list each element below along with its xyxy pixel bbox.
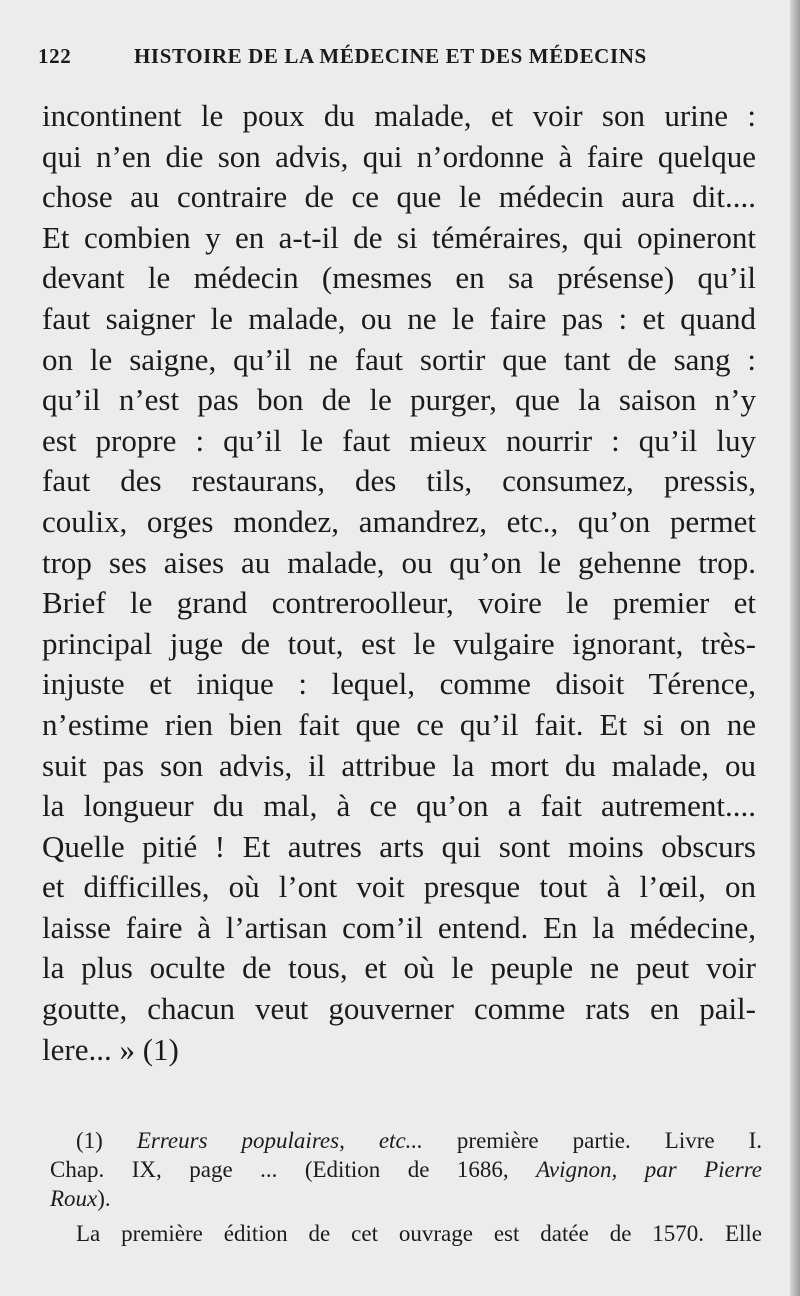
footnote-line: La première édition de cet ouvrage est datée de 1570. Elle [76,1221,762,1246]
text-line: on le saigne, qu’il ne faut sortir que tant de sang : [42,341,756,377]
footnote-text: ). [97,1186,111,1211]
text-line: et difficilles, où l’ont voit presque tout à l’œil, on [42,869,756,905]
footnote-text: Chap. IX, page ... (Edition de 1686, [50,1157,537,1182]
text-line: coulix, orges mondez, amandrez, etc., qu’on permet [42,503,756,539]
page-edge-shadow [790,0,800,1296]
text-line: suit pas son advis, il attribue la mort du malade, ou [42,747,756,783]
text-line: injuste et inique : lequel, comme disoit Térence, [42,666,756,702]
text-line: lere... » (1) [42,1031,179,1067]
running-title: HISTOIRE DE LA MÉDECINE ET DES MÉDECINS [134,44,647,68]
text-line: goutte, chacun veut gouverner comme rats en pail- [42,991,756,1027]
text-line: faut saigner le malade, ou ne le faire pas : et quand [42,300,756,336]
text-line: trop ses aises au malade, ou qu’on le gehenne trop. [42,544,756,580]
footnote-title: Erreurs populaires, etc... [136,1128,423,1153]
text-line: est propre : qu’il le faut mieux nourrir : qu’il luy [42,422,756,458]
footnote-text: première partie. Livre I. [422,1128,762,1153]
text-line: n’estime rien bien fait que ce qu’il fait. Et si on ne [42,706,756,742]
text-line: incontinent le poux du malade, et voir son urine : [42,98,756,133]
text-line: Quelle pitié ! Et autres arts qui sont moins obscurs [42,828,756,864]
page-number: 122 [38,44,72,68]
footnote-marker: (1) [76,1128,137,1153]
footnote-publisher: Avignon, par Pierre [536,1157,763,1182]
text-line: qu’il n’est pas bon de le purger, que la saison n’y [42,382,756,418]
text-line: la longueur du mal, à ce qu’on a fait autrement.... [42,788,756,824]
text-line: chose au contraire de ce que le médecin aura dit.... [42,179,756,215]
text-line: la plus oculte de tous, et où le peuple ne peut voir [42,950,756,986]
text-line: Et combien y en a-t-il de si téméraires, qui opineront [42,219,756,255]
text-line: Brief le grand contreroolleur, voire le premier et [42,585,756,621]
text-line: faut des restaurans, des tils, consumez, pressis, [42,463,756,499]
text-line: principal juge de tout, est le vulgaire ignorant, très- [42,625,756,661]
text-line: qui n’en die son advis, qui n’ordonne à faire quelque [42,138,756,174]
footnote-line [50,1126,762,1155]
text-line: laisse faire à l’artisan com’il entend. En la médecine, [42,909,756,945]
running-head [38,44,738,74]
body-text [42,96,756,1070]
text-line: devant le médecin (mesmes en sa présense) qu’il [42,260,756,296]
footnote-line [50,1155,762,1184]
footnotes [50,1126,762,1248]
footnote-line [50,1184,762,1213]
footnote-publisher: Roux [50,1186,98,1211]
